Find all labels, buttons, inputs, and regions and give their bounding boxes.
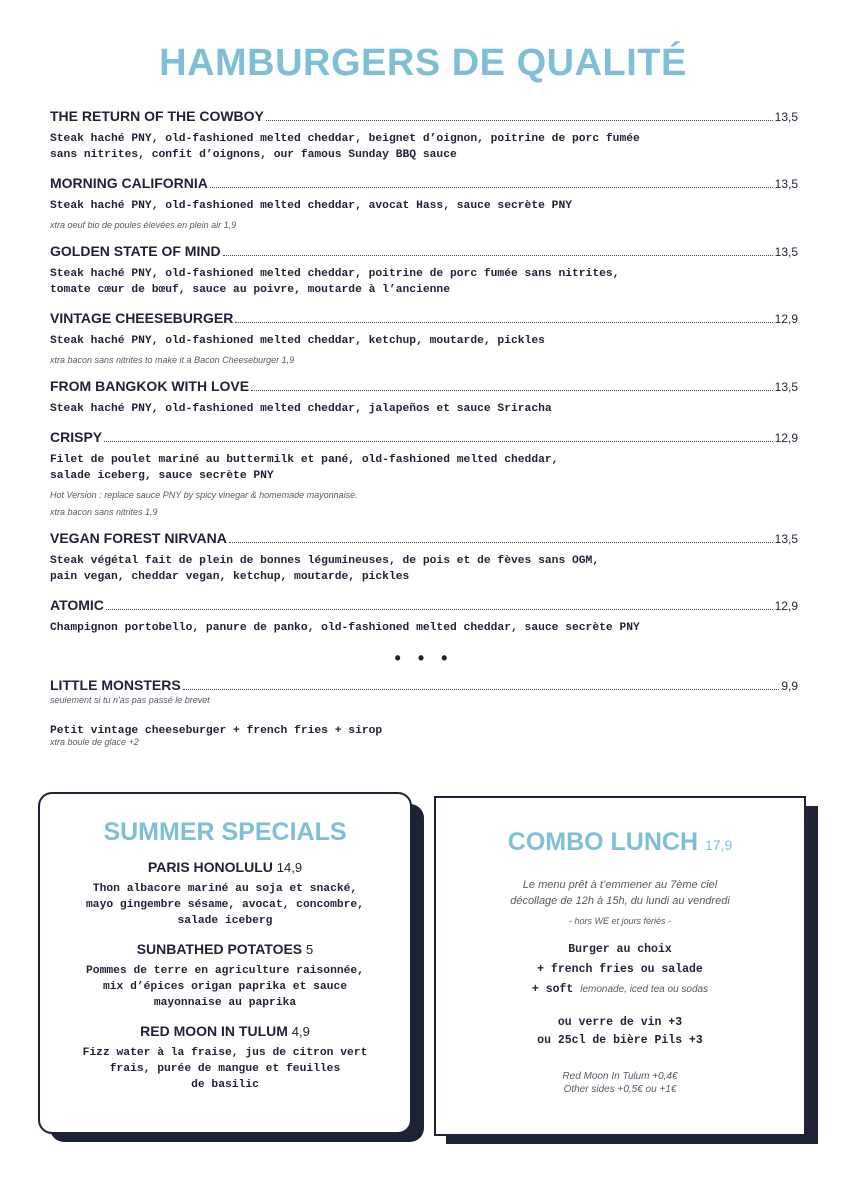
combo-line-soft bbox=[450, 984, 790, 996]
summer-item-description: Pommes de terre en agriculture raisonnée, mix d’épices origan paprika et sauce mayonnaise au paprika bbox=[86, 965, 364, 1009]
menu-item-note: Hot Version : replace sauce PNY by spicy vinegar & homemade mayonnaise. bbox=[50, 490, 358, 500]
summer-item-price: 4,9 bbox=[291, 1024, 310, 1039]
menu-item-price: 12,9 bbox=[774, 431, 798, 445]
combo-line-soft-note: lemonade, iced tea ou sodas bbox=[580, 984, 709, 995]
combo-line-soft-label: + soft bbox=[531, 983, 574, 996]
menu-item-header bbox=[50, 378, 798, 398]
combo-lunch-title-text: COMBO LUNCH bbox=[507, 828, 699, 856]
summer-item-name bbox=[60, 859, 390, 875]
combo-lunch-price: 17,9 bbox=[704, 837, 733, 853]
menu-item-name: CRISPY bbox=[50, 429, 103, 445]
menu-item-name: VEGAN FOREST NIRVANA bbox=[50, 530, 227, 546]
kids-menu-price: 9,9 bbox=[781, 679, 798, 693]
menu-item bbox=[50, 175, 798, 231]
kids-menu-note: xtra boule de glace +2 bbox=[50, 737, 139, 747]
page-title: HAMBURGERS DE QUALITÉ bbox=[159, 42, 687, 84]
menu-item-description: Steak haché PNY, old-fashioned melted cheddar, avocat Hass, sauce secrète PNY bbox=[50, 200, 573, 212]
menu-item-header bbox=[50, 108, 798, 128]
dot-leader bbox=[266, 120, 773, 121]
kids-menu-description: Petit vintage cheeseburger + french fries + sirop bbox=[50, 725, 383, 737]
combo-line-sides: + french fries ou salade bbox=[537, 963, 703, 976]
summer-item-name bbox=[60, 941, 390, 957]
menu-item-description: Steak haché PNY, old-fashioned melted cheddar, beignet d’oignon, poitrine de porc fumée sans nitrites, confit d’oignons, our famous Sunday BBQ sauce bbox=[50, 133, 640, 161]
menu-item-price: 13,5 bbox=[774, 532, 798, 546]
summer-item-title: SUNBATHED POTATOES bbox=[136, 941, 303, 957]
menu-item-description: Steak haché PNY, old-fashioned melted cheddar, poitrine de porc fumée sans nitrites, tomate cœur de bœuf, sauce au poivre, moutarde à l’ancienne bbox=[50, 268, 620, 296]
menu-item-header bbox=[50, 597, 798, 617]
menu-item bbox=[50, 243, 798, 298]
menu-item bbox=[50, 530, 798, 585]
summer-specials-box bbox=[38, 792, 412, 1134]
menu-item-description: Filet de poulet mariné au buttermilk et pané, old-fashioned melted cheddar, salade iceberg, sauce secrète PNY bbox=[50, 454, 559, 482]
dot-leader bbox=[251, 390, 773, 391]
menu-item bbox=[50, 108, 798, 163]
menu-item-header bbox=[50, 175, 798, 195]
menu-item-name: VINTAGE CHEESEBURGER bbox=[50, 310, 234, 326]
summer-item-description: Thon albacore mariné au soja et snacké, mayo gingembre sésame, avocat, concombre, salade iceberg bbox=[86, 883, 364, 927]
menu-item-price: 13,5 bbox=[774, 177, 798, 191]
menu-item-header bbox=[50, 310, 798, 330]
combo-lunch-box bbox=[434, 796, 806, 1136]
combo-lunch-exclusion: - hors WE et jours fériés - bbox=[568, 916, 672, 926]
summer-specials-title: SUMMER SPECIALS bbox=[103, 818, 347, 846]
menu-item bbox=[50, 310, 798, 366]
dot-leader bbox=[229, 542, 773, 543]
summer-specials-list bbox=[60, 859, 390, 1093]
menu-item-name: ATOMIC bbox=[50, 597, 104, 613]
summer-item-description: Fizz water à la fraise, jus de citron vert frais, purée de mangue et feuilles de basilic bbox=[82, 1047, 368, 1091]
menu-item bbox=[50, 429, 798, 518]
summer-item-title: PARIS HONOLULU bbox=[147, 859, 273, 875]
menu-item-price: 12,9 bbox=[774, 312, 798, 326]
summer-item-title: RED MOON IN TULUM bbox=[140, 1023, 288, 1039]
kids-menu-subtitle: seulement si tu n'as pas passé le brevet bbox=[50, 695, 210, 705]
dot-leader bbox=[223, 255, 773, 256]
menu-item-price: 13,5 bbox=[774, 380, 798, 394]
menu-item-price: 12,9 bbox=[774, 599, 798, 613]
kids-menu-header bbox=[50, 677, 798, 695]
summer-item-price: 5 bbox=[306, 942, 314, 957]
dot-leader bbox=[106, 609, 773, 610]
menu-item-price: 13,5 bbox=[774, 110, 798, 124]
menu-item bbox=[50, 378, 798, 417]
combo-lunch-small-print: Red Moon In Tulum +0,4€ Other sides +0,5€ ou +1€ bbox=[562, 1071, 678, 1095]
dot-leader bbox=[183, 689, 780, 690]
menu-item-header bbox=[50, 429, 798, 449]
menu-item-description: Steak végétal fait de plein de bonnes légumineuses, de pois et de fèves sans OGM, pain vegan, cheddar vegan, ketchup, moutarde, pickles bbox=[50, 555, 600, 583]
dot-leader bbox=[104, 441, 773, 442]
menu-item-description: Steak haché PNY, old-fashioned melted cheddar, ketchup, moutarde, pickles bbox=[50, 335, 545, 347]
menu-item-price: 13,5 bbox=[774, 245, 798, 259]
kids-menu-item bbox=[50, 677, 798, 747]
burger-menu bbox=[50, 108, 798, 747]
combo-line-burger: Burger au choix bbox=[568, 943, 672, 956]
dot-leader bbox=[210, 187, 773, 188]
menu-item-description: Champignon portobello, panure de panko, old-fashioned melted cheddar, sauce secrète PNY bbox=[50, 622, 640, 634]
menu-item-note: xtra bacon sans nitrites 1,9 bbox=[50, 507, 158, 517]
summer-item-name bbox=[60, 1023, 390, 1039]
menu-item-name: MORNING CALIFORNIA bbox=[50, 175, 208, 191]
combo-lunch-intro: Le menu prêt à t’emmener au 7ème ciel décollage de 12h à 15h, du lundi au vendredi bbox=[510, 879, 730, 907]
combo-lunch-extras: ou verre de vin +3 ou 25cl de bière Pils +3 bbox=[537, 1016, 703, 1047]
menu-item-name: FROM BANGKOK WITH LOVE bbox=[50, 378, 250, 394]
section-separator: • • • bbox=[394, 648, 454, 668]
menu-item-description: Steak haché PNY, old-fashioned melted cheddar, jalapeños et sauce Sriracha bbox=[50, 403, 552, 415]
menu-item-name: GOLDEN STATE OF MIND bbox=[50, 243, 221, 259]
summer-item-price: 14,9 bbox=[276, 860, 303, 875]
menu-item-header bbox=[50, 243, 798, 263]
menu-item-name: THE RETURN OF THE COWBOY bbox=[50, 108, 264, 124]
menu-item-note: xtra bacon sans nitrites to make it a Bacon Cheeseburger 1,9 bbox=[50, 355, 295, 365]
combo-lunch-title bbox=[450, 828, 790, 857]
menu-item-header bbox=[50, 530, 798, 550]
kids-menu-name: LITTLE MONSTERS bbox=[50, 677, 181, 693]
dot-leader bbox=[235, 322, 772, 323]
menu-item bbox=[50, 597, 798, 636]
menu-item-note: xtra oeuf bio de poules élevées en plein air 1,9 bbox=[50, 220, 237, 230]
